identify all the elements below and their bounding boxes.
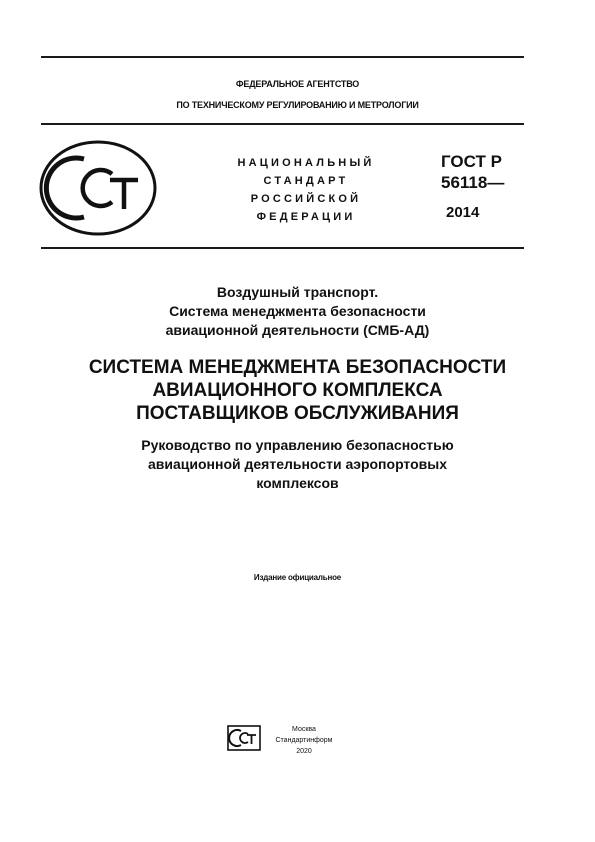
title-part-3-line-2: авиационной деятельности аэропортовых	[147, 456, 448, 472]
header-rule	[41, 123, 524, 125]
standard-code	[441, 151, 504, 193]
publisher-year: 2020	[296, 748, 312, 755]
national-line-3: РОССИЙСКОЙ	[250, 193, 362, 205]
national-line-2: СТАНДАРТ	[263, 175, 349, 187]
title-part-2-line-2: АВИАЦИОННОГО КОМПЛЕКСА	[152, 380, 443, 401]
title-part-3	[0, 436, 595, 493]
title-part-1-line-2: Система менеджмента безопасности	[169, 303, 426, 319]
title-part-3-line-3: комплексов	[256, 475, 339, 491]
title-part-3-line-1: Руководство по управлению безопасностью	[141, 437, 454, 453]
standard-code-line-2: 56118—	[441, 173, 505, 192]
title-part-2-line-3: ПОСТАВЩИКОВ ОБСЛУЖИВАНИЯ	[136, 403, 459, 424]
publisher-name: Стандартинформ	[275, 737, 333, 744]
title-part-2	[0, 356, 595, 425]
rst-certification-mark-icon	[38, 139, 158, 237]
national-standard-label	[206, 154, 406, 226]
edition-label: Издание официальное	[253, 573, 342, 582]
agency-line-1: ФЕДЕРАЛЬНОЕ АГЕНТСТВО	[235, 79, 360, 89]
title-part-1-line-1: Воздушный транспорт.	[216, 284, 379, 300]
standard-year: 2014	[446, 204, 480, 221]
publisher-block	[264, 724, 344, 757]
standartinform-logo-icon	[227, 725, 261, 751]
national-line-1: НАЦИОНАЛЬНЫЙ	[237, 157, 375, 169]
standard-code-line-1: ГОСТ Р	[441, 152, 502, 171]
title-part-1	[0, 283, 595, 340]
national-line-4: ФЕДЕРАЦИИ	[256, 211, 356, 223]
title-part-2-line-1: СИСТЕМА МЕНЕДЖМЕНТА БЕЗОПАСНОСТИ	[88, 357, 507, 378]
publisher-city: Москва	[292, 726, 316, 733]
middle-rule	[41, 247, 524, 249]
agency-line-2: ПО ТЕХНИЧЕСКОМУ РЕГУЛИРОВАНИЮ И МЕТРОЛОГИИ	[176, 100, 419, 110]
top-rule	[41, 56, 524, 58]
title-part-1-line-3: авиационной деятельности (СМБ-АД)	[165, 322, 430, 338]
